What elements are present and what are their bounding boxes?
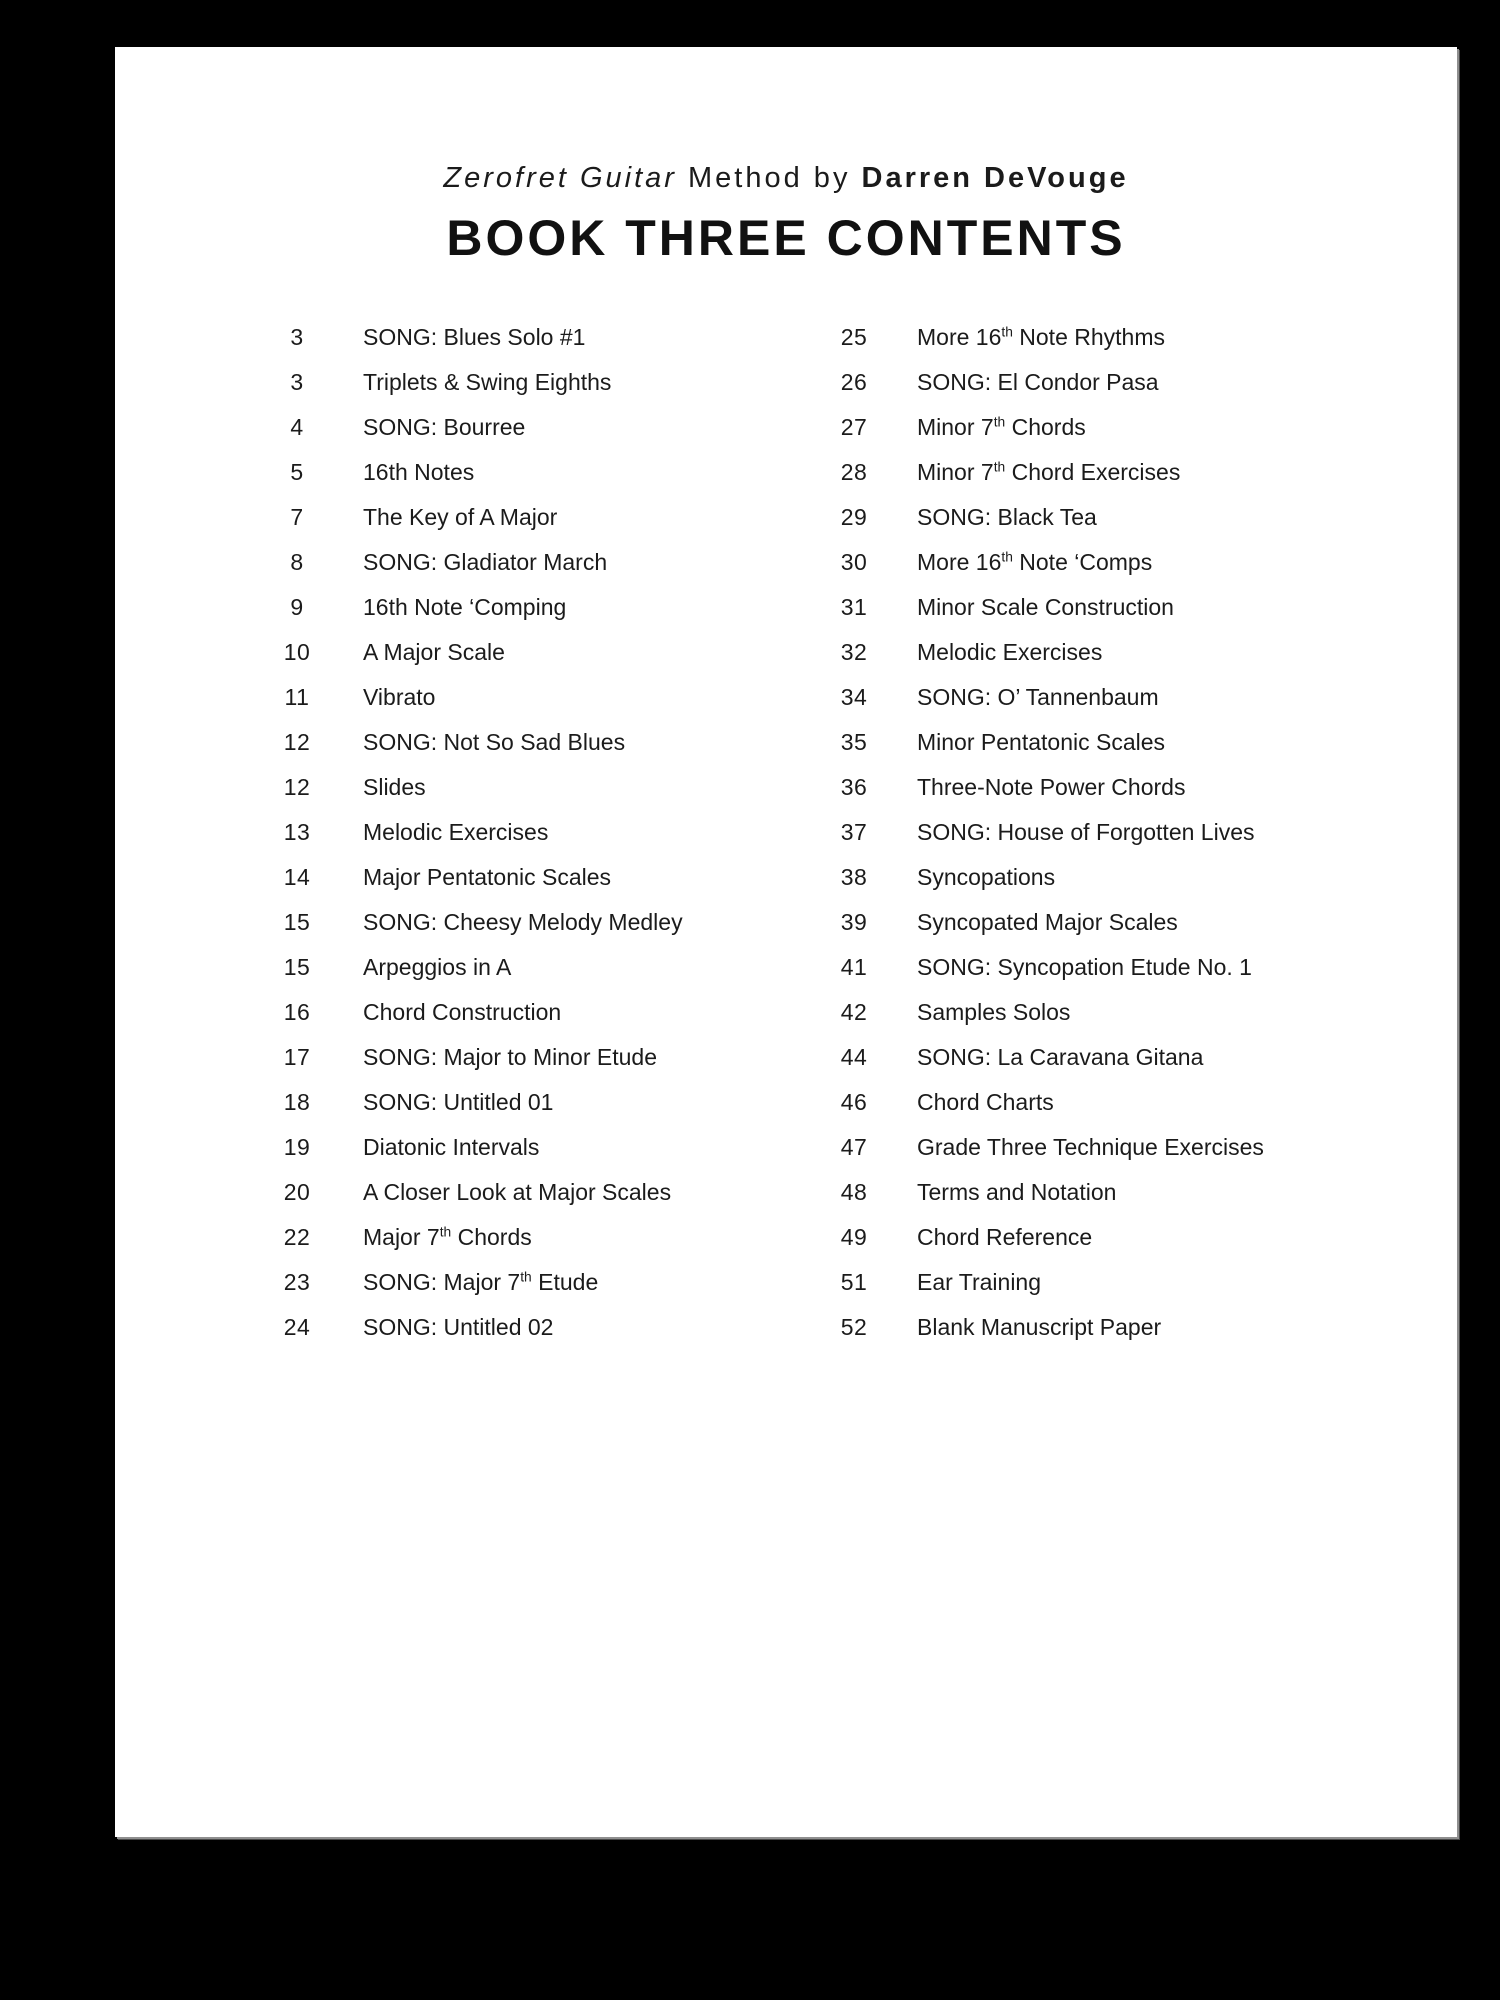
- toc-entry-title: Syncopated Major Scales: [917, 909, 1178, 935]
- ordinal-superscript: th: [993, 459, 1006, 475]
- toc-page-number: 5: [290, 459, 304, 485]
- toc-entry-title: SONG: Cheesy Melody Medley: [363, 909, 683, 935]
- toc-page-number: 14: [283, 864, 311, 890]
- toc-page-number: 44: [840, 1044, 868, 1070]
- toc-page-number: 51: [840, 1269, 868, 1295]
- toc-entry: [823, 360, 1403, 405]
- toc-entry-title: SONG: Untitled 02: [363, 1314, 554, 1340]
- toc-page-number: 4: [290, 414, 304, 440]
- toc-entry: [266, 810, 806, 855]
- page-title: BOOK THREE CONTENTS: [446, 210, 1126, 266]
- toc-entry: [823, 720, 1403, 765]
- toc-page-number: 11: [284, 684, 310, 710]
- toc-entry: [823, 855, 1403, 900]
- ordinal-superscript: th: [1001, 549, 1013, 565]
- toc-page-number: 26: [840, 369, 868, 395]
- toc-entry: [266, 675, 806, 720]
- toc-entry: [266, 360, 806, 405]
- ordinal-superscript: th: [520, 1269, 532, 1285]
- toc-page-number: 31: [840, 594, 868, 620]
- toc-page-number: 12: [283, 729, 311, 755]
- toc-page-number: 3: [290, 324, 304, 350]
- toc-page-number: 13: [283, 819, 311, 845]
- toc-entry-title: Major Pentatonic Scales: [363, 864, 612, 890]
- toc-page-number: 8: [290, 549, 304, 575]
- toc-entry-title: SONG: Syncopation Etude No. 1: [917, 954, 1252, 980]
- toc-entry: [823, 630, 1403, 675]
- toc-entry-title: Arpeggios in A: [363, 954, 512, 980]
- toc-entry: [823, 945, 1403, 990]
- toc-entry: [823, 585, 1403, 630]
- toc-entry: [266, 855, 806, 900]
- toc-page-number: 35: [840, 729, 868, 755]
- toc-page-number: 29: [840, 504, 868, 530]
- toc-page-number: 48: [840, 1179, 868, 1205]
- toc-page-number: 52: [840, 1314, 868, 1340]
- toc-entry: [266, 315, 806, 360]
- toc-entry-title: Minor 7th Chord Exercises: [917, 459, 1181, 485]
- toc-page-number: 30: [840, 549, 868, 575]
- toc-entry-title: Terms and Notation: [917, 1179, 1117, 1205]
- toc-page-number: 9: [290, 594, 304, 620]
- toc-entry-title: 16th Notes: [363, 459, 475, 485]
- toc-entry: [823, 810, 1403, 855]
- toc-entry-title: Syncopations: [917, 864, 1056, 890]
- toc-entry-title: Three-Note Power Chords: [917, 774, 1186, 800]
- ordinal-superscript: th: [1001, 324, 1013, 340]
- toc-entry-title: SONG: Major to Minor Etude: [363, 1044, 657, 1070]
- toc-entry-title: Chord Construction: [363, 999, 562, 1025]
- book-subtitle: [115, 161, 1457, 195]
- toc-entry: [266, 765, 806, 810]
- toc-entry: [266, 405, 806, 450]
- toc-page-number: 47: [840, 1134, 868, 1160]
- toc-entry: [823, 1305, 1403, 1350]
- toc-page-number: 37: [840, 819, 868, 845]
- subtitle-connector: Method by: [676, 162, 862, 194]
- toc-entry: [823, 1080, 1403, 1125]
- toc-entry: [823, 900, 1403, 945]
- toc-page-number: 15: [283, 954, 311, 980]
- toc-page-number: 15: [283, 909, 311, 935]
- toc-column-right: [823, 315, 1403, 1350]
- toc-page-number: 32: [840, 639, 868, 665]
- ordinal-superscript: th: [993, 414, 1006, 430]
- toc-entry: [823, 315, 1403, 360]
- toc-entry: [823, 540, 1403, 585]
- toc-entry: [266, 450, 806, 495]
- toc-entry-title: Major 7th Chords: [363, 1224, 532, 1250]
- toc-entry: [266, 540, 806, 585]
- toc-entry: [823, 1170, 1403, 1215]
- toc-entry: [823, 405, 1403, 450]
- toc-page-number: 16: [283, 999, 311, 1025]
- toc-entry-title: Melodic Exercises: [917, 639, 1103, 665]
- toc-entry: [823, 765, 1403, 810]
- toc-page-number: 3: [290, 369, 304, 395]
- document-page: [115, 47, 1457, 1837]
- toc-entry-title: More 16th Note ‘Comps: [917, 549, 1153, 575]
- toc-entry-title: SONG: House of Forgotten Lives: [917, 819, 1255, 845]
- toc-page-number: 18: [283, 1089, 311, 1115]
- toc-entry-title: A Major Scale: [363, 639, 505, 665]
- toc-entry-title: SONG: El Condor Pasa: [917, 369, 1159, 395]
- toc-page-number: 49: [840, 1224, 868, 1250]
- toc-entry: [266, 1305, 806, 1350]
- toc-entry-title: SONG: Not So Sad Blues: [363, 729, 626, 755]
- toc-page-number: 27: [840, 414, 868, 440]
- toc-entry: [266, 990, 806, 1035]
- toc-entry-title: Minor Scale Construction: [917, 594, 1174, 620]
- subtitle-series-title: Zerofret Guitar: [443, 162, 677, 194]
- toc-page-number: 7: [290, 504, 304, 530]
- toc-page-number: 23: [283, 1269, 311, 1295]
- toc-entry: [266, 1170, 806, 1215]
- subtitle-author: Darren DeVouge: [861, 162, 1129, 194]
- toc-entry: [266, 945, 806, 990]
- toc-page-number: 10: [283, 639, 311, 665]
- toc-entry: [823, 495, 1403, 540]
- toc-entry-title: The Key of A Major: [363, 504, 558, 530]
- toc-page-number: 19: [283, 1134, 311, 1160]
- toc-entry-title: Ear Training: [917, 1269, 1042, 1295]
- toc-entry-title: Triplets & Swing Eighths: [363, 369, 612, 395]
- toc-entry-title: SONG: Blues Solo #1: [363, 324, 586, 350]
- toc-entry: [266, 720, 806, 765]
- toc-entry: [823, 1215, 1403, 1260]
- toc-entry-title: Chord Charts: [917, 1089, 1054, 1115]
- toc-entry-title: Grade Three Technique Exercises: [917, 1134, 1264, 1160]
- toc-entry: [266, 1080, 806, 1125]
- toc-entry: [266, 1125, 806, 1170]
- toc-entry: [823, 1260, 1403, 1305]
- toc-entry: [823, 990, 1403, 1035]
- toc-entry: [823, 1125, 1403, 1170]
- toc-entry-title: SONG: Major 7th Etude: [363, 1269, 599, 1295]
- toc-page-number: 41: [840, 954, 868, 980]
- toc-entry-title: SONG: O’ Tannenbaum: [917, 684, 1159, 710]
- toc-entry-title: Slides: [363, 774, 426, 800]
- toc-entry-title: SONG: La Caravana Gitana: [917, 1044, 1204, 1070]
- toc-page-number: 20: [283, 1179, 311, 1205]
- toc-page-number: 36: [840, 774, 868, 800]
- toc-entry: [266, 1260, 806, 1305]
- toc-entry-title: Melodic Exercises: [363, 819, 549, 845]
- toc-entry: [823, 450, 1403, 495]
- toc-page-number: 42: [840, 999, 868, 1025]
- toc-entry: [823, 1035, 1403, 1080]
- toc-page-number: 12: [283, 774, 311, 800]
- toc-page-number: 25: [840, 324, 868, 350]
- toc-entry: [823, 675, 1403, 720]
- toc-entry: [266, 1215, 806, 1260]
- toc-page-number: 17: [283, 1044, 311, 1070]
- toc-entry-title: 16th Note ‘Comping: [363, 594, 567, 620]
- toc-page-number: 39: [840, 909, 868, 935]
- toc-page-number: 34: [840, 684, 868, 710]
- toc-entry: [266, 900, 806, 945]
- toc-page-number: 22: [283, 1224, 311, 1250]
- toc-page-number: 24: [283, 1314, 311, 1340]
- toc-entry: [266, 630, 806, 675]
- toc-entry-title: A Closer Look at Major Scales: [363, 1179, 672, 1205]
- toc-entry: [266, 495, 806, 540]
- toc-entry: [266, 585, 806, 630]
- toc-page-number: 46: [840, 1089, 868, 1115]
- toc-entry-title: SONG: Black Tea: [917, 504, 1097, 530]
- toc-entry-title: SONG: Bourree: [363, 414, 526, 440]
- toc-entry-title: Samples Solos: [917, 999, 1071, 1025]
- toc-entry-title: Minor 7th Chords: [917, 414, 1086, 440]
- toc-entry: [266, 1035, 806, 1080]
- toc-page-number: 28: [840, 459, 868, 485]
- toc-column-left: [266, 315, 806, 1350]
- ordinal-superscript: th: [439, 1224, 452, 1240]
- toc-entry-title: Minor Pentatonic Scales: [917, 729, 1166, 755]
- toc-entry-title: Chord Reference: [917, 1224, 1093, 1250]
- toc-entry-title: SONG: Gladiator March: [363, 549, 608, 575]
- toc-entry-title: Diatonic Intervals: [363, 1134, 540, 1160]
- toc-entry-title: SONG: Untitled 01: [363, 1089, 554, 1115]
- toc-entry-title: Blank Manuscript Paper: [917, 1314, 1162, 1340]
- toc-page-number: 38: [840, 864, 868, 890]
- toc-entry-title: More 16th Note Rhythms: [917, 324, 1165, 350]
- toc-entry-title: Vibrato: [363, 684, 436, 710]
